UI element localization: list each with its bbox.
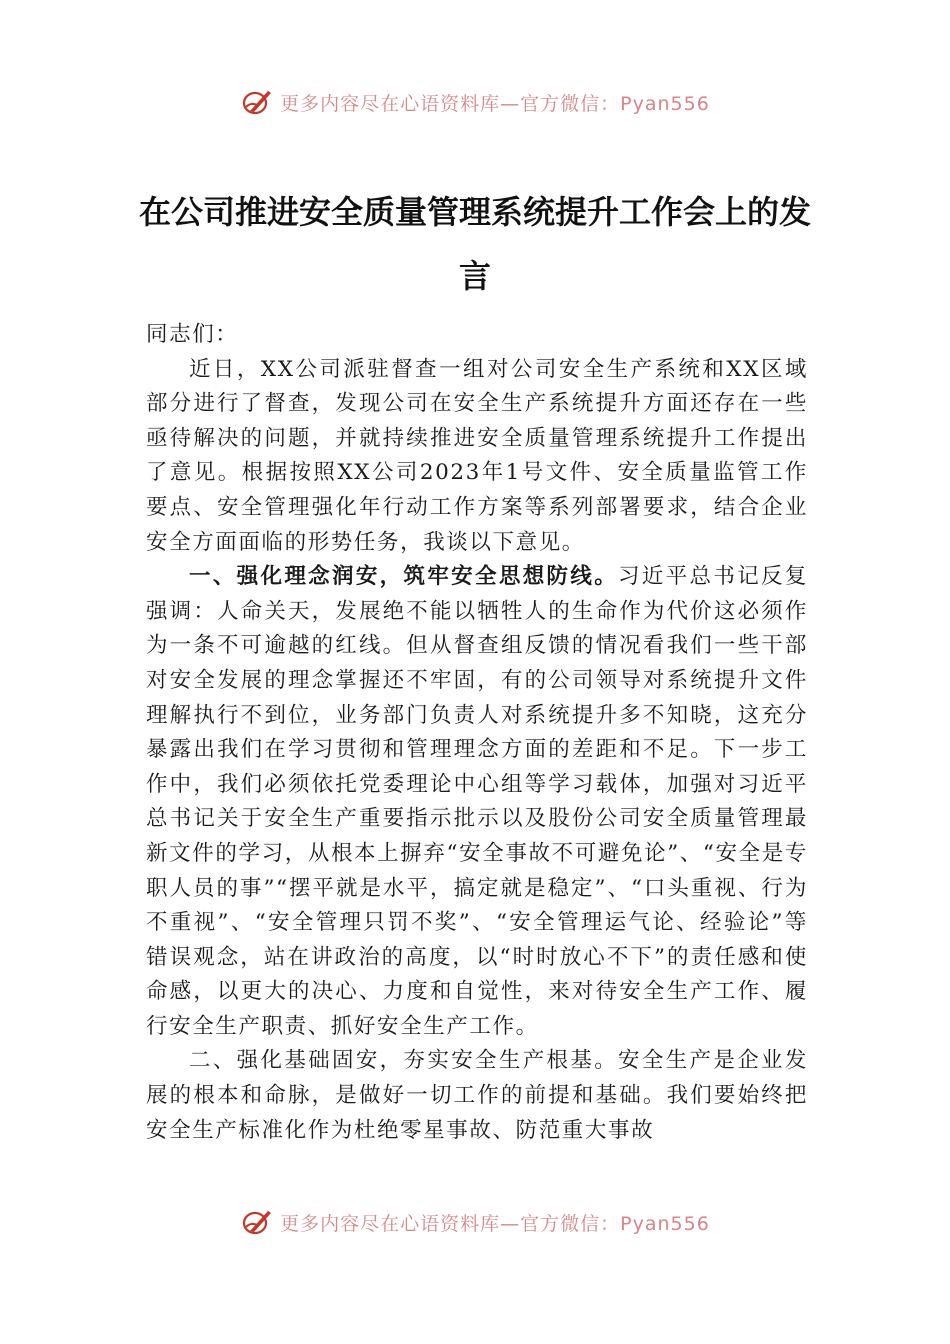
- header-watermark: [0, 80, 950, 124]
- document-body: [146, 318, 808, 1148]
- section-1-paragraph: [146, 560, 808, 1044]
- section-1-text: 习近平总书记反复强调：人命关天，发展绝不能以牺牲人的生命作为代价这必须作为一条不可逾越的红线。但从督查组反馈的情况看我们一些干部对安全发展的理念掌握还不牢固，有的公司领导对系统提升文件理解执行不到位，业务部门负责人对系统提升多不知晓，这充分暴露出我们在学习贯彻和管理理念方面的差距和不足。下一步工作中，我们必须依托党委理论中心组等学习载体，加强对习近平总书记关于安全生产重要指示批示以及股份公司安全质量管理最新文件的学习，从根本上摒弃“安全事故不可避免论”、“安全是专职人员的事”“摆平就是水平，搞定就是稳定”、“口头重视、行为不重视”、“安全管理只罚不奖”、“安全管理运气论、经验论”等错误观念，站在讲政治的高度，以“时时放心不下”的责任感和使命感，以更大的决心、力度和自觉性，来对待安全生产工作、履行安全生产职责、抓好安全生产工作。: [146, 564, 808, 1039]
- quill-pen-icon: [240, 85, 274, 119]
- quill-pen-icon: [240, 1206, 274, 1239]
- intro-paragraph: 近日，XX公司派驻督查一组对公司安全生产系统和XX区域部分进行了督查，发现公司在安全生产系统提升方面还存在一些亟待解决的问题，并就持续推进安全质量管理系统提升工作提出了意见。根据按照XX公司2023年1号文件、安全质量监管工作要点、安全管理强化年行动工作方案等系列部署要求，结合企业安全方面面临的形势任务，我谈以下意见。: [146, 356, 808, 555]
- section-1-heading: 一、强化理念润安，筑牢安全思想防线。: [189, 564, 619, 590]
- section-2-paragraph: 二、强化基础固安，夯实安全生产根基。安全生产是企业发展的根本和命脉，是做好一切工作的前提和基础。我们要始终把安全生产标准化作为杜绝零星事故、防范重大事故: [146, 1048, 808, 1143]
- footer-banner-text: 更多内容尽在心语资料库—官方微信：Pyan556: [280, 1212, 710, 1235]
- footer-watermark: [0, 1206, 950, 1246]
- salutation: 同志们：: [146, 322, 239, 347]
- document-title: 在公司推进安全质量管理系统提升工作会上的发言: [138, 193, 811, 295]
- header-banner-text: 更多内容尽在心语资料库—官方微信：Pyan556: [280, 92, 710, 115]
